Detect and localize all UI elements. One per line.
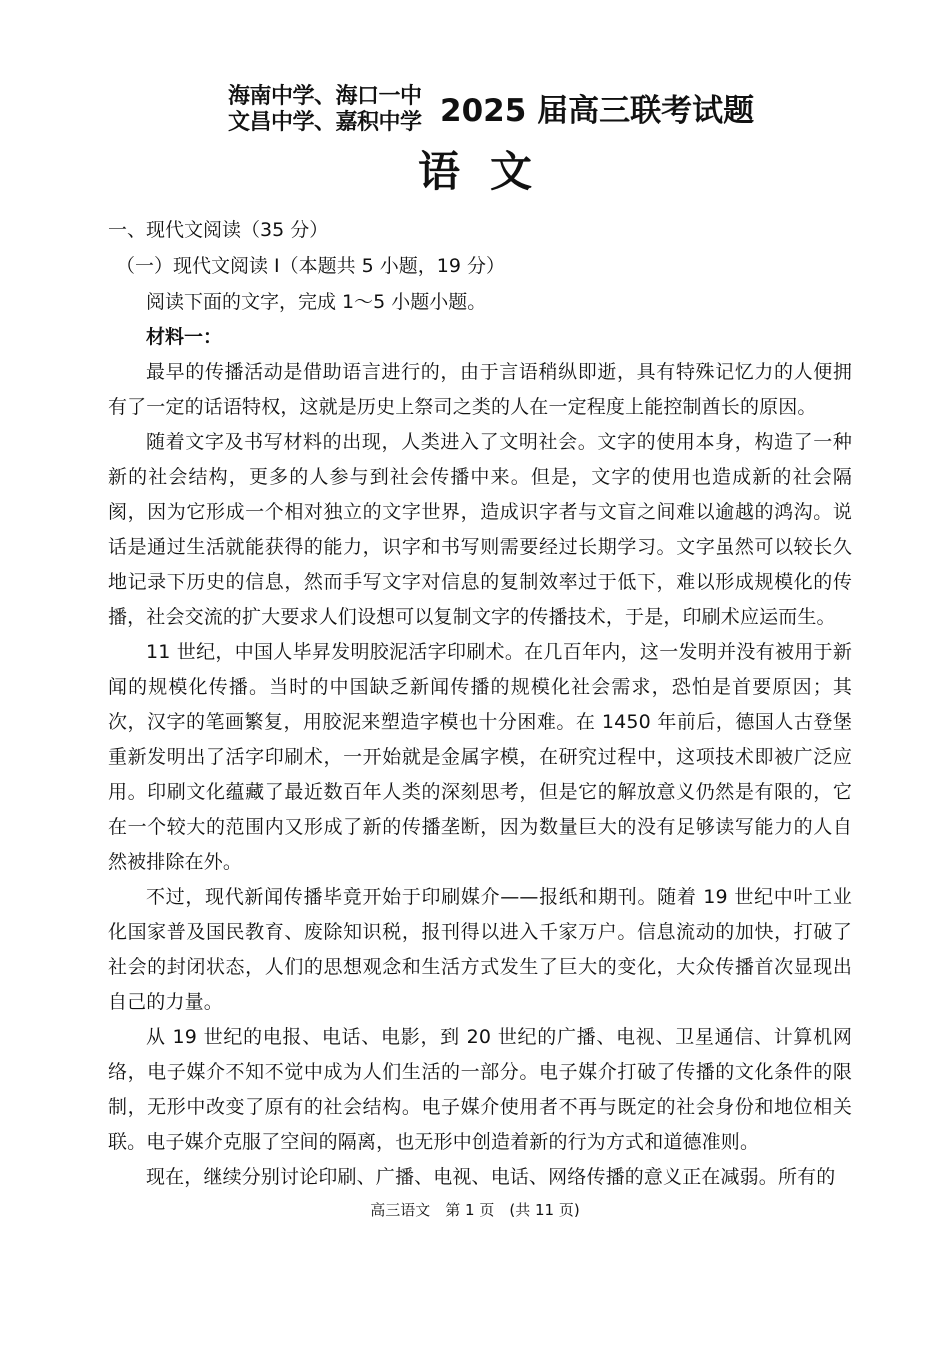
- school-names-line-2: 文昌中学、嘉积中学: [228, 110, 422, 135]
- section-subheading: （一）现代文阅读 I（本题共 5 小题，19 分）: [116, 255, 506, 277]
- reading-instruction: 阅读下面的文字，完成 1～5 小题小题。: [146, 291, 487, 313]
- paragraph-6: 现在，继续分别讨论印刷、广播、电视、电话、网络传播的意义正在减弱。所有的: [146, 1166, 836, 1188]
- school-names-line-1: 海南中学、海口一中: [228, 84, 422, 109]
- paragraph-3: 11 世纪，中国人毕昇发明胶泥活字印刷术。在几百年内，这一发明并没有被用于新闻的规模化传播。当时的中国缺乏新闻传播的规模化社会需求，恐怕是首要原因；其次，汉字的笔画繁复，用胶泥来塑造字模也十分困难。在 1450 年前后，德国人古登堡重新发明出了活字印刷术，一开始就是金属字模，在研究过程中，这项技术即被广泛应用。印刷文化蕴藏了最近数百年人类的深刻思考，但是它的解放意义仍然是有限的，它在一个较大的范围内又形成了新的传播垄断，因为数量巨大的没有足够读写能力的人自然被排除在外。: [108, 641, 852, 873]
- page-footer: 高三语文 第 1 页 (共 11 页): [370, 1201, 580, 1219]
- subject-title: 语文: [417, 147, 562, 196]
- exam-header: [228, 84, 755, 140]
- material-label: 材料一：: [146, 326, 223, 348]
- paragraph-1: 最早的传播活动是借助语言进行的，由于言语稍纵即逝，具有特殊记忆力的人便拥有了一定的话语特权，这就是历史上祭司之类的人在一定程度上能控制酋长的原因。: [108, 361, 852, 418]
- paragraph-5: 从 19 世纪的电报、电话、电影，到 20 世纪的广播、电视、卫星通信、计算机网络，电子媒介不知不觉中成为人们生活的一部分。电子媒介打破了传播的文化条件的限制，无形中改变了原有的社会结构。电子媒介使用者不再与既定的社会身份和地位相关联。电子媒介克服了空间的隔离，也无形中创造着新的行为方式和道德准则。: [108, 1026, 852, 1153]
- paragraph-2: 随着文字及书写材料的出现，人类进入了文明社会。文字的使用本身，构造了一种新的社会结构，更多的人参与到社会传播中来。但是，文字的使用也造成新的社会隔阂，因为它形成一个相对独立的文字世界，造成识字者与文盲之间难以逾越的鸿沟。说话是通过生活就能获得的能力，识字和书写则需要经过长期学习。文字虽然可以较长久地记录下历史的信息，然而手写文字对信息的复制效率过于低下，难以形成规模化的传播，社会交流的扩大要求人们设想可以复制文字的传播技术，于是，印刷术应运而生。: [108, 431, 852, 628]
- exam-title: 2025 届高三联考试题: [440, 93, 755, 129]
- section-heading: 一、现代文阅读（35 分）: [108, 219, 329, 241]
- paragraph-4: 不过，现代新闻传播毕竟开始于印刷媒介——报纸和期刊。随着 19 世纪中叶工业化国家普及国民教育、废除知识税，报刊得以进入千家万户。信息流动的加快，打破了社会的封闭状态，人们的思想观念和生活方式发生了巨大的变化，大众传播首次显现出自己的力量。: [108, 886, 852, 1013]
- school-names: [228, 84, 438, 136]
